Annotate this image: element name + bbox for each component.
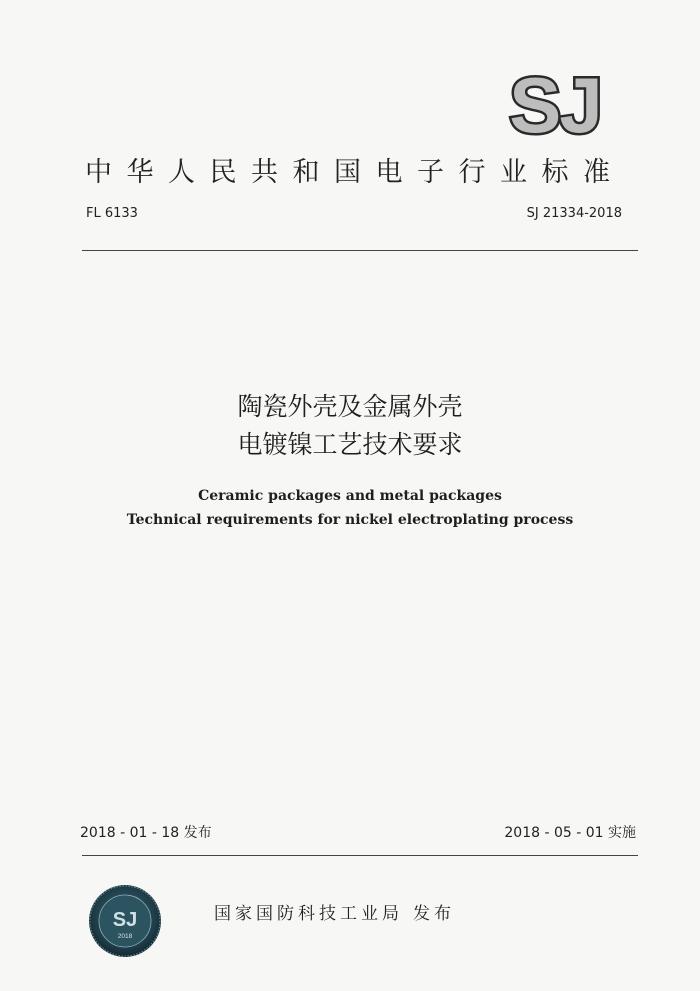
title-chinese <box>0 388 700 464</box>
sj-logo <box>500 70 610 140</box>
seal-emblem <box>88 884 162 958</box>
top-divider <box>82 250 638 251</box>
issue-date: 2018 - 01 - 18 发布 <box>80 825 212 841</box>
implementation-date: 2018 - 05 - 01 实施 <box>504 825 636 841</box>
sj-logo-text: SJ <box>509 70 601 140</box>
title-cn-line-2: 电镀镍工艺技术要求 <box>237 430 463 459</box>
title-en-line-2: Technical requirements for nickel electroplating process <box>126 512 574 528</box>
bottom-divider <box>82 855 638 856</box>
title-english <box>0 484 700 532</box>
industry-standard-title: 中华人民共和国电子行业标准 <box>85 157 625 188</box>
publisher <box>214 899 455 924</box>
seal-sj-text: SJ <box>112 909 138 931</box>
seal-year-text: 2018 <box>117 933 133 940</box>
standard-number: SJ 21334-2018 <box>526 206 622 221</box>
publisher-name: 国家国防科技工业局 <box>214 904 403 924</box>
publish-word: 发布 <box>413 904 455 924</box>
seal-graphic <box>88 884 162 958</box>
title-cn-line-1: 陶瓷外壳及金属外壳 <box>237 392 463 421</box>
title-en-line-1: Ceramic packages and metal packages <box>198 488 502 504</box>
classification-code: FL 6133 <box>86 206 138 221</box>
sj-logo-graphic <box>500 70 610 140</box>
